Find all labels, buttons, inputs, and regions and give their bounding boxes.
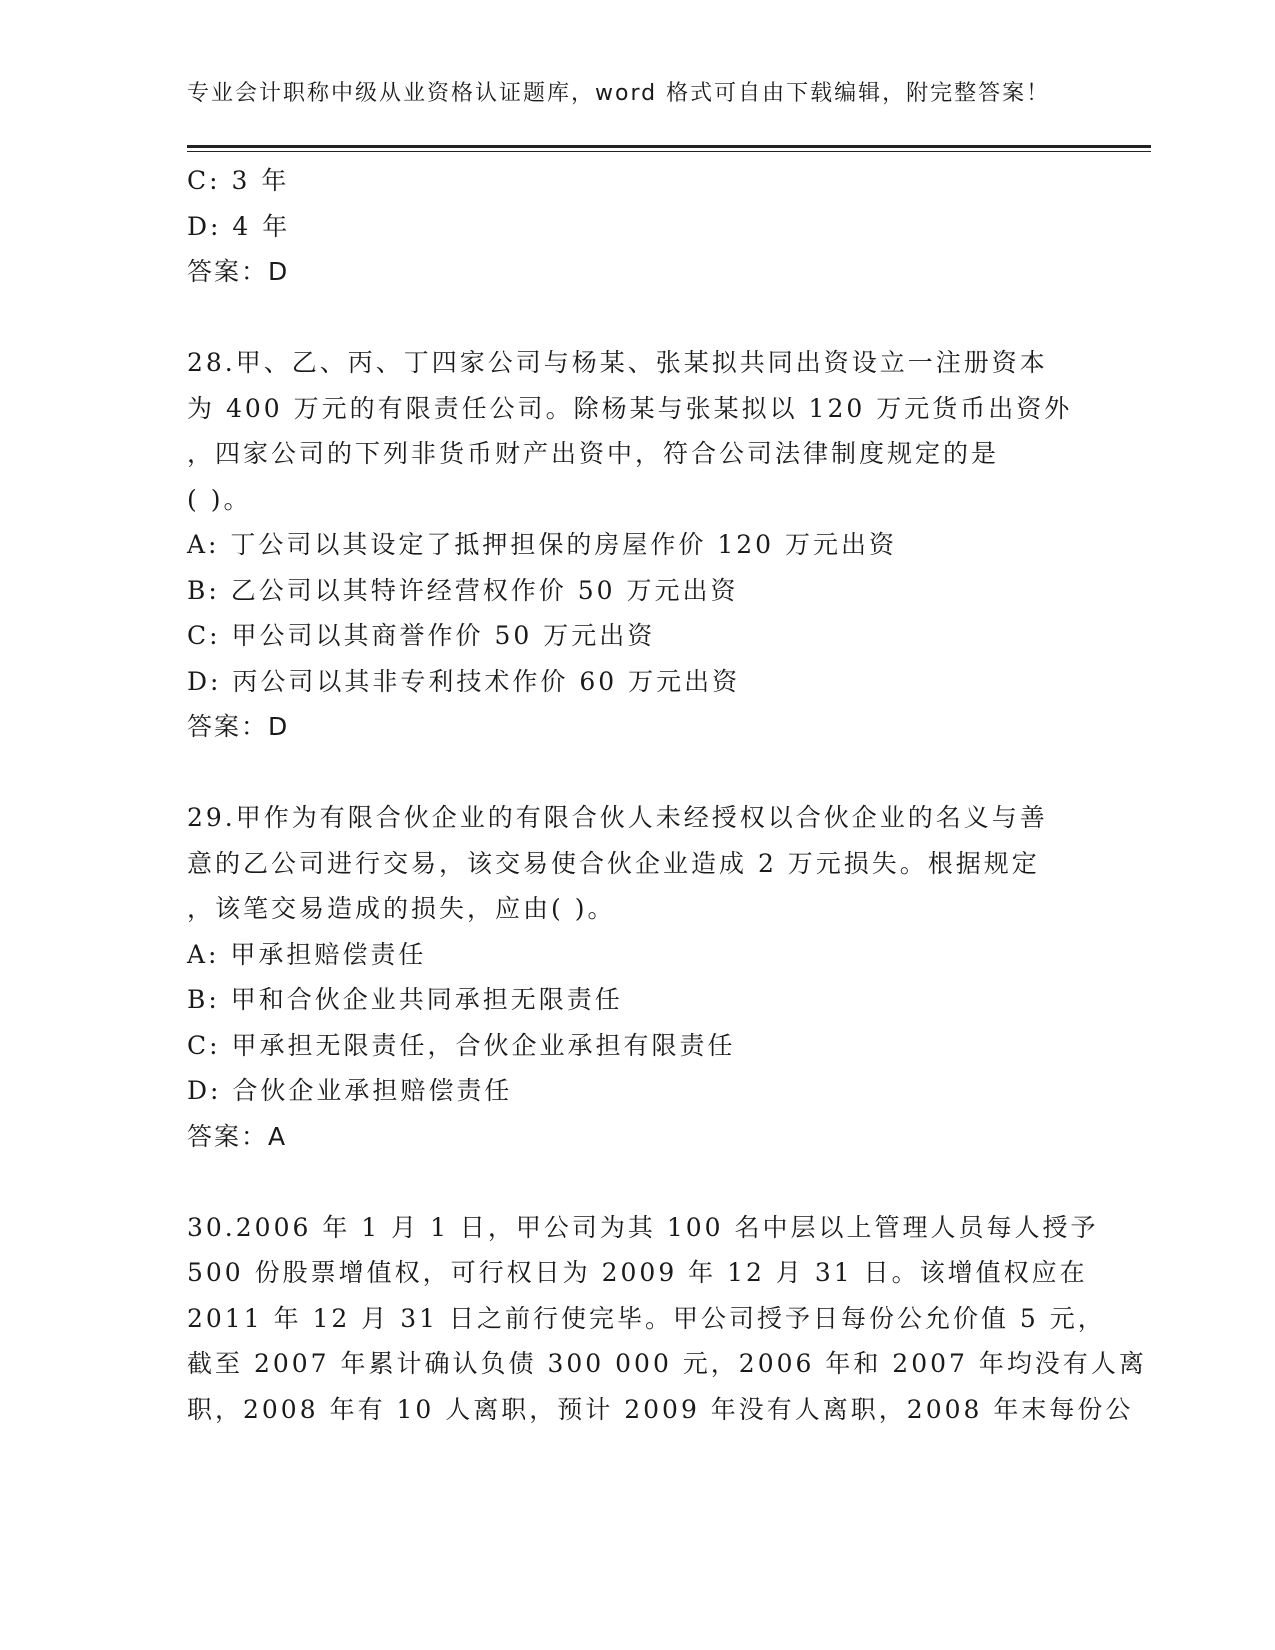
option-c: C: 甲公司以其商誉作价 50 万元出资 <box>187 621 656 650</box>
question-stem-line: ，该笔交易造成的损失，应由( )。 <box>187 894 616 923</box>
answer: 答案：D <box>187 257 290 286</box>
question-stem-line: ( )。 <box>187 484 252 514</box>
question-stem-line: 500 份股票增值权，可行权日为 2009 年 12 月 31 日。该增值权应在 <box>187 1258 1088 1287</box>
question-stem-line: 28.甲、乙、丙、丁四家公司与杨某、张某拟共同出资设立一注册资本 <box>187 348 1048 377</box>
question-stem-line: 30.2006 年 1 月 1 日，甲公司为其 100 名中层以上管理人员每人授予 <box>187 1212 1099 1242</box>
question-stem-line: 职，2008 年有 10 人离职，预计 2009 年没有人离职，2008 年末每份公 <box>187 1394 1134 1424</box>
question-29 <box>187 795 1087 1159</box>
option-c: C: 甲承担无限责任，合伙企业承担有限责任 <box>187 1030 736 1060</box>
option-d: D: 4 年 <box>187 211 291 241</box>
option-c: C: 3 年 <box>187 166 290 195</box>
question-stem-line: 2011 年 12 月 31 日之前行使完毕。甲公司授予日每份公允价值 5 元， <box>187 1303 1106 1333</box>
question-27-tail <box>187 158 1087 295</box>
question-stem-line: 为 400 万元的有限责任公司。除杨某与张某拟以 120 万元货币出资外 <box>187 393 1073 423</box>
option-d: D: 丙公司以其非专利技术作价 60 万元出资 <box>187 666 741 696</box>
header-divider <box>187 145 1151 148</box>
option-b: B: 甲和合伙企业共同承担无限责任 <box>187 985 623 1014</box>
option-b: B: 乙公司以其特许经营权作价 50 万元出资 <box>187 575 739 605</box>
document-body <box>187 158 1147 1432</box>
answer: 答案：A <box>187 1121 288 1151</box>
question-30 <box>187 1205 1147 1433</box>
question-stem-line: ，四家公司的下列非货币财产出资中，符合公司法律制度规定的是 <box>187 439 1000 468</box>
question-stem-line: 意的乙公司进行交易，该交易使合伙企业造成 2 万元损失。根据规定 <box>187 848 1040 878</box>
question-stem-line: 29.甲作为有限合伙企业的有限合伙人未经授权以合伙企业的名义与善 <box>187 803 1048 832</box>
option-a: A: 丁公司以其设定了抵押担保的房屋作价 120 万元出资 <box>187 530 898 559</box>
question-28 <box>187 340 1087 750</box>
page-header-title: 专业会计职称中级从业资格认证题库，word 格式可自由下载编辑，附完整答案！ <box>187 81 1051 106</box>
question-stem-line: 截至 2007 年累计确认负债 300 000 元，2006 年和 2007 年均没有人离 <box>187 1349 1147 1378</box>
header-divider-thin <box>187 151 1151 152</box>
answer: 答案：D <box>187 712 290 741</box>
option-a: A: 甲承担赔偿责任 <box>187 939 427 969</box>
option-d: D: 合伙企业承担赔偿责任 <box>187 1076 513 1105</box>
